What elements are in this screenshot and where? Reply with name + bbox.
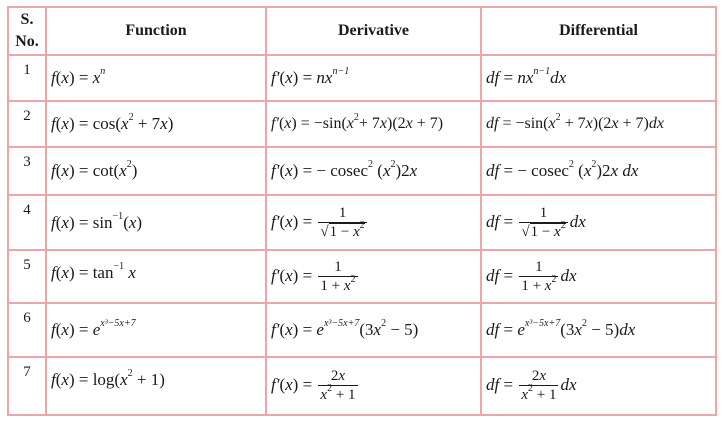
table-row [8, 303, 716, 357]
row-number: 7 [8, 357, 46, 415]
function-cell: $f(x) = \cot(x^2)$ [46, 147, 266, 195]
function-cell: $f(x) = x^n$ [46, 55, 266, 101]
differential-cell: df = $-\sin(x^2 + 7x)(2x + 7)dx$ [481, 101, 716, 147]
differential-cell: df = $nx^{n-1}dx$ [481, 55, 716, 101]
table-row [8, 55, 716, 101]
table-row [8, 250, 716, 303]
row-number: 5 [8, 250, 46, 303]
derivative-cell: f′(x) = $\frac{2x}{x^2 + 1}$ [266, 357, 481, 415]
table-row [8, 147, 716, 195]
row-number: 4 [8, 195, 46, 250]
header-sno: S. No. [8, 7, 46, 55]
function-cell: $f(x) = \log(x^2 + 1)$ [46, 357, 266, 415]
derivative-cell: $f'(x) = nx^{n-1}$ [266, 55, 481, 101]
row-number: 2 [8, 101, 46, 147]
derivative-cell: $f'(x) = -\sin(x^2+ 7x)(2x + 7)$ [266, 101, 481, 147]
row-number: 6 [8, 303, 46, 357]
table-row [8, 101, 716, 147]
differential-cell: df = − cosec$^2$ $(x^2)2x$ dx [481, 147, 716, 195]
header-differential: Differential [481, 7, 716, 55]
differential-cell: df = $\frac{1}{1 + x^2}$ dx [481, 250, 716, 303]
row-number: 3 [8, 147, 46, 195]
table-row [8, 195, 716, 250]
derivative-cell: f′(x) = − cosec$^2$ $(x^2)2x$ [266, 147, 481, 195]
row-number: 1 [8, 55, 46, 101]
header-function: Function [46, 7, 266, 55]
function-cell: $f(x) = \cos(x^2 + 7x)$ [46, 101, 266, 147]
derivative-cell: $f'(x) = e^{x^3-5x+7}(3x^2 - 5)$ [266, 303, 481, 357]
differential-cell: df = $\frac{1}{√1 - x^2}$ dx [481, 195, 716, 250]
function-cell: $f(x) = \tan^{-1} x$ [46, 250, 266, 303]
table-row [8, 357, 716, 415]
function-cell: $f(x) = \sin^{-1}(x)$ [46, 195, 266, 250]
header-row [8, 7, 716, 55]
derivatives-table [7, 6, 717, 416]
differential-cell: df = $e^{x^3-5x+7}(3x^2 - 5)dx$ [481, 303, 716, 357]
header-derivative: Derivative [266, 7, 481, 55]
function-cell: $f(x) = e^{x^3-5x+7}$ [46, 303, 266, 357]
derivative-cell: f′(x) = $\frac{1}{√1 - x^2}$ [266, 195, 481, 250]
derivative-cell: f′(x) = $\frac{1}{1 + x^2}$ [266, 250, 481, 303]
differential-cell: df = $\frac{2x}{x^2 + 1}$ dx [481, 357, 716, 415]
